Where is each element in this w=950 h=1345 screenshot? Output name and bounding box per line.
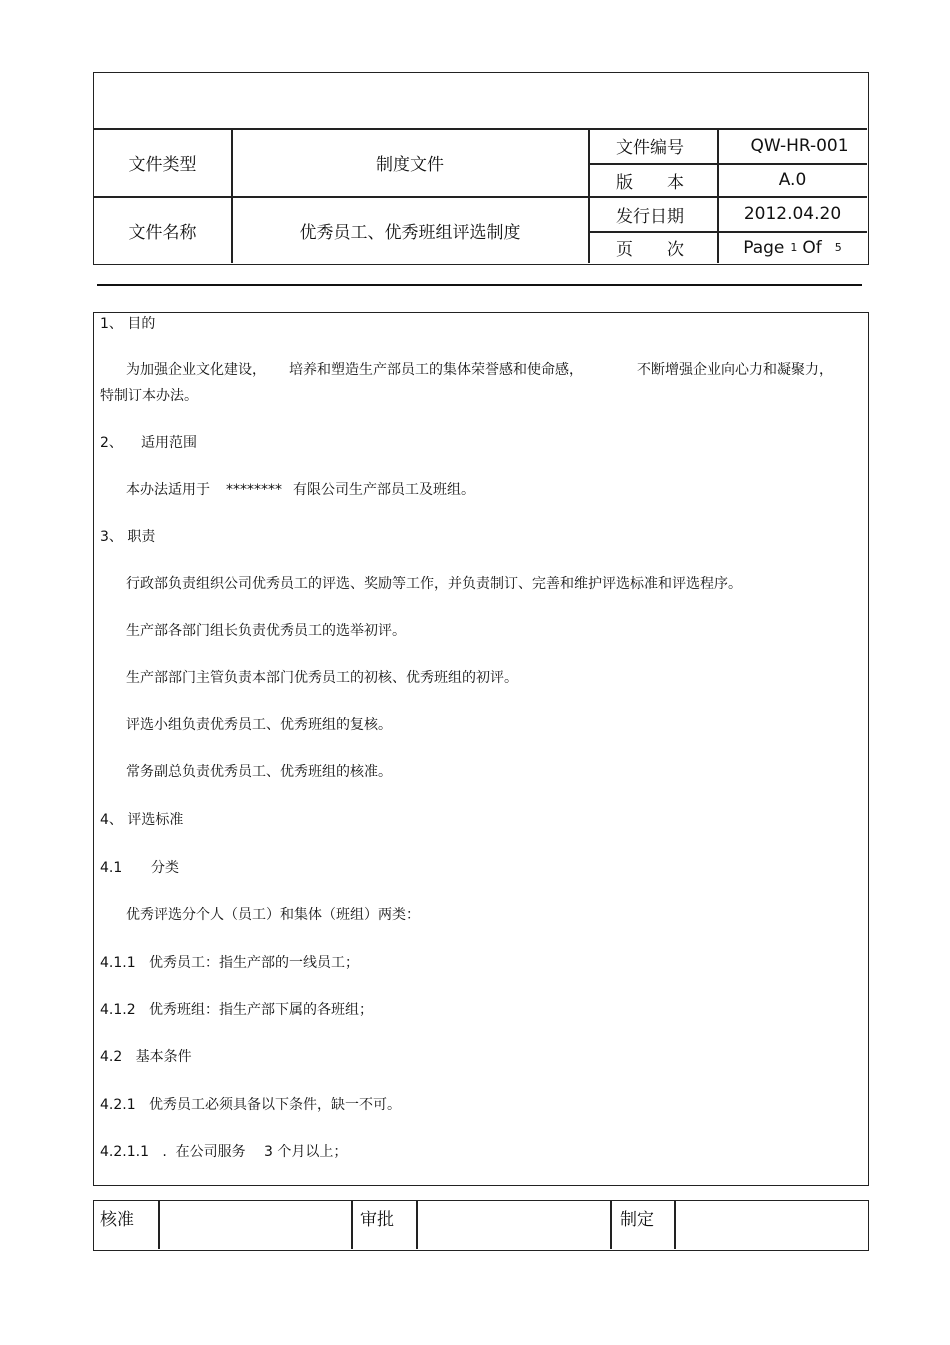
page-total: 5 — [834, 241, 842, 254]
paragraph: 特制订本办法。 — [100, 388, 198, 404]
section-2-number: 2、 — [100, 435, 123, 451]
page-word: Page — [743, 237, 785, 258]
paragraph: 本办法适用于 — [126, 482, 210, 498]
review-label: 审批 — [360, 1210, 394, 1230]
header-rule — [97, 284, 862, 286]
draft-label: 制定 — [620, 1210, 654, 1230]
version-label: 版 本 — [616, 172, 684, 193]
clause: 4.1.1 优秀员工：指生产部的一线员工； — [100, 955, 359, 971]
page-label: 页 次 — [616, 240, 684, 260]
clause: 4.2.1 优秀员工必须具备以下条件，缺一不可。 — [100, 1097, 401, 1113]
paragraph: 培养和塑造生产部员工的集体荣誉感和使命感， — [289, 362, 583, 378]
paragraph: 生产部部门主管负责本部门优秀员工的初核、优秀班组的初评。 — [126, 670, 518, 686]
page-number: 1 — [790, 241, 798, 254]
section-1-title: 1、 目的 — [100, 316, 156, 332]
company-placeholder: ******** — [226, 482, 282, 498]
paragraph: 有限公司生产部员工及班组。 — [293, 482, 475, 498]
signoff-divider — [610, 1201, 612, 1249]
paragraph: 优秀评选分个人（员工）和集体（班组）两类： — [126, 907, 420, 923]
file-name-label: 文件名称 — [128, 222, 197, 243]
signoff-divider — [158, 1201, 160, 1249]
file-name-value: 优秀员工、优秀班组评选制度 — [299, 222, 521, 243]
file-type-value: 制度文件 — [376, 154, 444, 175]
signoff-table — [93, 1200, 869, 1251]
page-indicator — [718, 232, 867, 263]
paragraph: 为加强企业文化建设， — [126, 362, 266, 378]
section-3-title: 3、 职责 — [100, 529, 156, 545]
signoff-divider — [416, 1201, 418, 1249]
paragraph: 不断增强企业向心力和凝聚力， — [637, 362, 833, 378]
issue-date-label: 发行日期 — [616, 206, 684, 227]
signoff-divider — [674, 1201, 676, 1249]
paragraph: 行政部负责组织公司优秀员工的评选、奖励等工作，并负责制订、完善和维护评选标准和评选程序。 — [126, 576, 742, 592]
document-body — [93, 312, 869, 1186]
paragraph: 评选小组负责优秀员工、优秀班组的复核。 — [126, 717, 392, 733]
document-header-table — [93, 72, 869, 265]
section-4-title: 4、 评选标准 — [100, 812, 184, 828]
file-type-label: 文件类型 — [128, 154, 197, 175]
file-code-value: QW-HR-001 — [750, 135, 849, 156]
clause: 3 个月以上； — [264, 1144, 348, 1160]
clause: 4.2.1.1 . 在公司服务 — [100, 1144, 246, 1160]
version-value: A.0 — [778, 170, 807, 190]
paragraph: 生产部各部门组长负责优秀员工的选举初评。 — [126, 623, 406, 639]
issue-date-value: 2012.04.20 — [743, 204, 842, 224]
header-divider — [588, 128, 590, 263]
clause: 4.1.2 优秀班组：指生产部下属的各班组； — [100, 1002, 373, 1018]
clause: 4.2 基本条件 — [100, 1049, 192, 1065]
signoff-divider — [351, 1201, 353, 1249]
paragraph: 常务副总负责优秀员工、优秀班组的核准。 — [126, 764, 392, 780]
section-2-title: 适用范围 — [141, 435, 197, 451]
page-of: Of — [802, 237, 822, 258]
subsection-title: 分类 — [151, 860, 179, 876]
subsection-number: 4.1 — [100, 860, 123, 876]
approve-label: 核准 — [100, 1210, 134, 1230]
file-code-label: 文件编号 — [616, 138, 684, 158]
